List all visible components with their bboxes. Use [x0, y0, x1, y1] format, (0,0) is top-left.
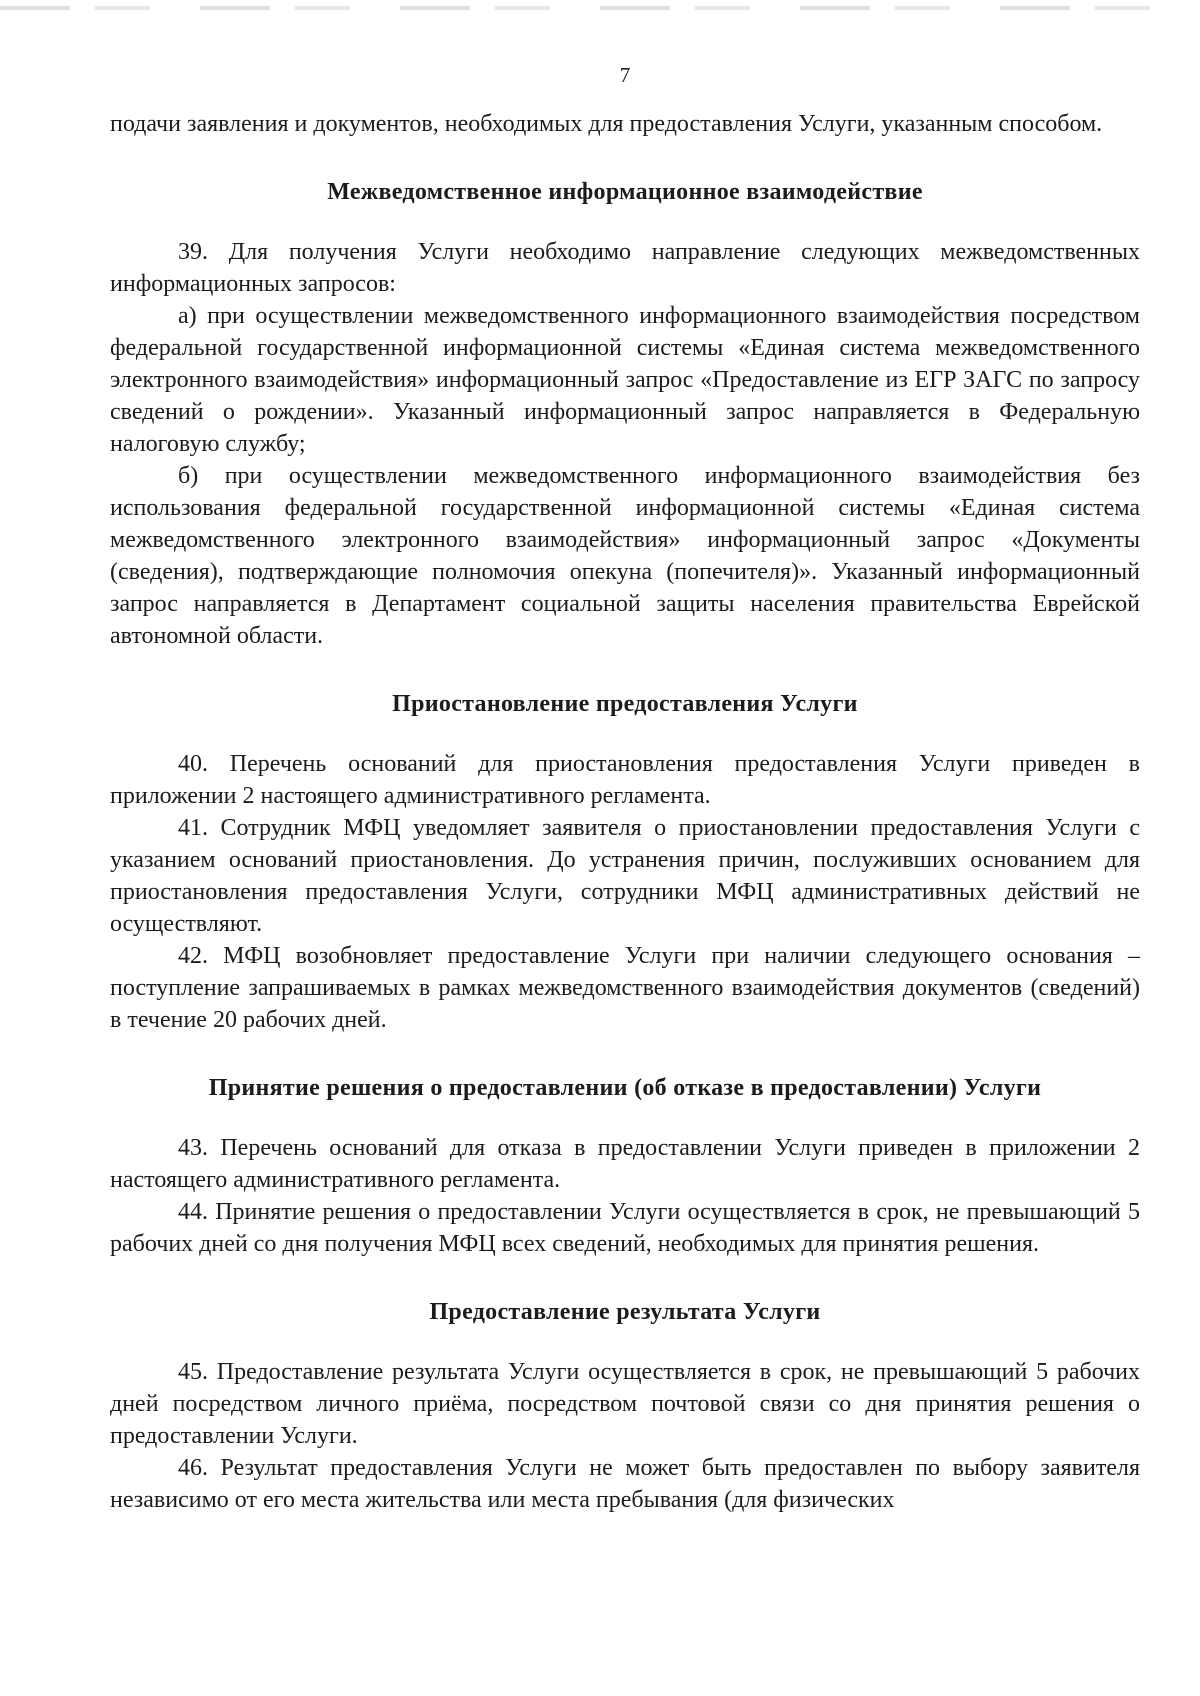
section-heading-suspension: Приостановление предоставления Услуги — [392, 691, 858, 717]
section-heading-decision: Принятие решения о предоставлении (об отказе в предоставлении) Услуги — [208, 1075, 1042, 1101]
paragraph-44: 44. Принятие решения о предоставлении Услуги осуществляется в срок, не превышающий 5 рабочих дней со дня получения МФЦ всех сведений, необходимых для принятия решения. — [110, 1199, 1140, 1257]
paragraph-43: 43. Перечень оснований для отказа в предоставлении Услуги приведен в приложении 2 настоящего административного регламента. — [110, 1135, 1140, 1193]
document-page — [110, 62, 1140, 1516]
paragraph-41: 41. Сотрудник МФЦ уведомляет заявителя о приостановлении предоставления Услуги с указанием оснований приостановления. До устранения причин, послуживших основанием для приостановления предоставления Услуги, сотрудники МФЦ административных действий не осуществляют. — [110, 815, 1140, 937]
paragraph-45: 45. Предоставление результата Услуги осуществляется в срок, не превышающий 5 рабочих дней посредством личного приёма, посредством почтовой связи со дня принятия решения о предоставлении Услуги. — [110, 1359, 1140, 1449]
paragraph-40: 40. Перечень оснований для приостановления предоставления Услуги приведен в приложении 2 настоящего административного регламента. — [110, 751, 1140, 809]
section-heading-result: Предоставление результата Услуги — [429, 1299, 821, 1325]
scan-edge-artifact — [0, 6, 1200, 10]
paragraph-42: 42. МФЦ возобновляет предоставление Услуги при наличии следующего основания – поступление запрашиваемых в рамках межведомственного взаимодействия документов (сведений) в течение 20 рабочих дней. — [110, 943, 1140, 1033]
paragraph-39b: б) при осуществлении межведомственного информационного взаимодействия без использования федеральной государственной информационной системы «Единая система межведомственного электронного взаимодействия» информационный запрос «Документы (сведения), подтверждающие полномочия опекуна (попечителя)». Указанный информационный запрос направляется в Департамент социальной защиты населения правительства Еврейской автономной области. — [110, 463, 1140, 649]
paragraph-46: 46. Результат предоставления Услуги не может быть предоставлен по выбору заявителя независимо от его места жительства или места пребывания (для физических — [110, 1455, 1140, 1513]
section-heading-interagency: Межведомственное информационное взаимодействие — [327, 179, 923, 205]
page-number: 7 — [619, 63, 631, 87]
paragraph-39: 39. Для получения Услуги необходимо направление следующих межведомственных информационных запросов: — [110, 239, 1140, 297]
paragraph-39a: а) при осуществлении межведомственного информационного взаимодействия посредством федеральной государственной информационной системы «Единая система межведомственного электронного взаимодействия» информационный запрос «Предоставление из ЕГР ЗАГС по запросу сведений о рождении». Указанный информационный запрос направляется в Федеральную налоговую службу; — [110, 303, 1140, 457]
paragraph-continuation: подачи заявления и документов, необходимых для предоставления Услуги, указанным способом. — [110, 111, 1103, 137]
